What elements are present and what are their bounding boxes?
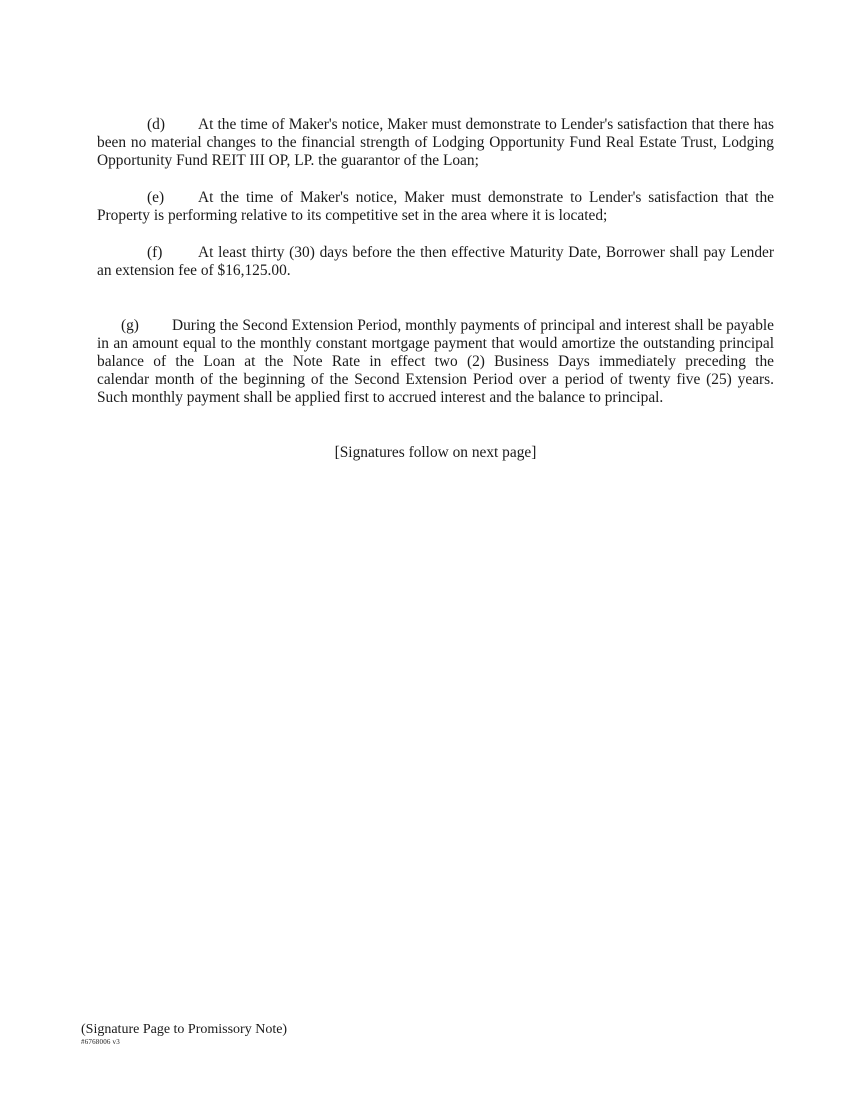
paragraph-text: At the time of Maker's notice, Maker must demonstrate to Lender's satisfaction that the Property is performing relative to its competitive set in the area where it is located; <box>97 189 774 224</box>
paragraph-label: (f) <box>147 244 163 261</box>
paragraph-e <box>97 189 774 225</box>
paragraph-text: At the time of Maker's notice, Maker must demonstrate to Lender's satisfaction that there has been no material changes to the financial strength of Lodging Opportunity Fund Real Estate Trust, Lodging Opportunity Fund REIT III OP, LP. the guarantor of the Loan; <box>97 116 774 169</box>
paragraph-label: (g) <box>120 317 139 334</box>
paragraph-g <box>97 299 813 425</box>
paragraph-text: At least thirty (30) days before the then effective Maturity Date, Borrower shall pay Lender an extension fee of $16,125.00. <box>97 244 774 279</box>
paragraph-f <box>97 244 774 280</box>
footer-caption: (Signature Page to Promissory Note) <box>81 1022 288 1037</box>
footer-document-id: #6768006 v3 <box>81 1038 120 1046</box>
paragraph-d <box>97 116 774 170</box>
paragraph-label: (d) <box>147 116 165 133</box>
page-footer <box>81 1022 287 1046</box>
signatures-follow-note: [Signatures follow on next page] <box>334 444 537 461</box>
paragraph-text: During the Second Extension Period, monthly payments of principal and interest shall be payable in an amount equal to the monthly constant mortgage payment that would amortize the outstanding principal balance of the Loan at the Note Rate in effect two (2) Business Days immediately preceding the calendar month of the beginning of the Second Extension Period over a period of twenty five (25) years. Such monthly payment shall be applied first to accrued interest and the balance to principal. <box>97 317 813 406</box>
document-body <box>97 116 813 462</box>
paragraph-label: (e) <box>147 189 165 206</box>
